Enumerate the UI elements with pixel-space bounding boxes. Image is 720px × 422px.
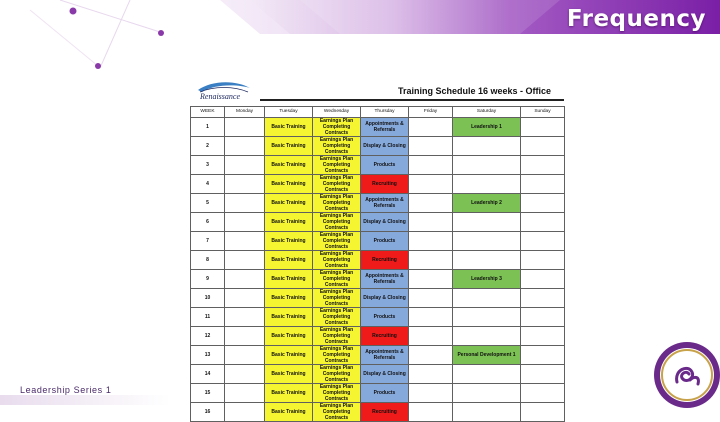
week-number-cell: 8	[191, 251, 225, 270]
week-number-cell: 10	[191, 289, 225, 308]
sunday-cell	[521, 384, 565, 403]
wednesday-line-2: Completing Contracts	[322, 162, 351, 174]
week-number-cell: 12	[191, 327, 225, 346]
friday-cell	[409, 346, 453, 365]
wednesday-cell	[313, 194, 361, 213]
thursday-cell: Appointments & Referrals	[361, 346, 409, 365]
sunday-cell	[521, 251, 565, 270]
wednesday-line-2: Completing Contracts	[322, 276, 351, 288]
logo-text: Renaissance	[200, 92, 240, 101]
monday-cell	[225, 251, 265, 270]
tuesday-cell: Basic Training	[265, 270, 313, 289]
saturday-cell	[453, 251, 521, 270]
monday-cell	[225, 327, 265, 346]
saturday-cell	[453, 365, 521, 384]
friday-cell	[409, 232, 453, 251]
week-number-cell: 7	[191, 232, 225, 251]
saturday-cell	[453, 137, 521, 156]
monday-cell	[225, 232, 265, 251]
monday-cell	[225, 308, 265, 327]
wednesday-cell	[313, 384, 361, 403]
saturday-cell	[453, 175, 521, 194]
saturday-cell	[453, 232, 521, 251]
friday-cell	[409, 289, 453, 308]
friday-cell	[409, 270, 453, 289]
wednesday-line-1: Earnings Plan	[319, 365, 354, 371]
monday-cell	[225, 384, 265, 403]
schedule-table	[190, 106, 565, 422]
friday-cell	[409, 308, 453, 327]
tuesday-cell: Basic Training	[265, 346, 313, 365]
wednesday-line-2: Completing Contracts	[322, 181, 351, 193]
table-row	[191, 403, 565, 422]
saturday-cell	[453, 308, 521, 327]
monday-cell	[225, 118, 265, 137]
friday-cell	[409, 403, 453, 422]
wednesday-line-1: Earnings Plan	[319, 118, 354, 124]
thursday-cell: Products	[361, 156, 409, 175]
schedule-document	[190, 78, 566, 421]
week-number-cell: 11	[191, 308, 225, 327]
monday-cell	[225, 289, 265, 308]
sunday-cell	[521, 289, 565, 308]
sunday-cell	[521, 403, 565, 422]
tuesday-cell: Basic Training	[265, 118, 313, 137]
wednesday-line-2: Completing Contracts	[322, 143, 351, 155]
schedule-body	[191, 118, 565, 422]
table-row	[191, 137, 565, 156]
table-row	[191, 194, 565, 213]
friday-cell	[409, 156, 453, 175]
thursday-cell: Products	[361, 232, 409, 251]
sunday-cell	[521, 365, 565, 384]
monday-cell	[225, 156, 265, 175]
monday-cell	[225, 137, 265, 156]
friday-cell	[409, 213, 453, 232]
header-monday: Monday	[225, 107, 265, 118]
tuesday-cell: Basic Training	[265, 232, 313, 251]
wednesday-line-1: Earnings Plan	[319, 213, 354, 219]
sunday-cell	[521, 270, 565, 289]
thursday-cell: Display & Closing	[361, 289, 409, 308]
header-tuesday: Tuesday	[265, 107, 313, 118]
header-thursday: Thursday	[361, 107, 409, 118]
sunday-cell	[521, 118, 565, 137]
tuesday-cell: Basic Training	[265, 289, 313, 308]
wednesday-cell	[313, 156, 361, 175]
table-row	[191, 232, 565, 251]
monday-cell	[225, 194, 265, 213]
tuesday-cell: Basic Training	[265, 194, 313, 213]
table-row	[191, 270, 565, 289]
wednesday-line-1: Earnings Plan	[319, 232, 354, 238]
thursday-cell: Display & Closing	[361, 213, 409, 232]
saturday-cell: Personal Development 1	[453, 346, 521, 365]
decorative-lines	[0, 0, 260, 80]
wednesday-line-2: Completing Contracts	[322, 257, 351, 269]
sunday-cell	[521, 232, 565, 251]
table-row	[191, 213, 565, 232]
friday-cell	[409, 118, 453, 137]
thursday-cell: Appointments & Referrals	[361, 194, 409, 213]
tuesday-cell: Basic Training	[265, 251, 313, 270]
friday-cell	[409, 365, 453, 384]
table-row	[191, 175, 565, 194]
friday-cell	[409, 251, 453, 270]
wednesday-line-2: Completing Contracts	[322, 371, 351, 383]
wednesday-line-2: Completing Contracts	[322, 238, 351, 250]
wednesday-cell	[313, 346, 361, 365]
friday-cell	[409, 194, 453, 213]
footer-accent	[0, 395, 170, 405]
tuesday-cell: Basic Training	[265, 137, 313, 156]
thursday-cell: Products	[361, 308, 409, 327]
thursday-cell: Recruiting	[361, 403, 409, 422]
wednesday-line-1: Earnings Plan	[319, 156, 354, 162]
wednesday-cell	[313, 308, 361, 327]
thursday-cell: Products	[361, 384, 409, 403]
sunday-cell	[521, 156, 565, 175]
wednesday-line-1: Earnings Plan	[319, 384, 354, 390]
saturday-cell	[453, 213, 521, 232]
sunday-cell	[521, 308, 565, 327]
table-row	[191, 327, 565, 346]
saturday-cell: Leadership 2	[453, 194, 521, 213]
saturday-cell	[453, 384, 521, 403]
header-sunday: Sunday	[521, 107, 565, 118]
wednesday-cell	[313, 403, 361, 422]
wednesday-cell	[313, 137, 361, 156]
tuesday-cell: Basic Training	[265, 308, 313, 327]
table-header-row	[191, 107, 565, 118]
wednesday-line-1: Earnings Plan	[319, 137, 354, 143]
saturday-cell: Leadership 1	[453, 118, 521, 137]
saturday-cell	[453, 156, 521, 175]
sunday-cell	[521, 137, 565, 156]
table-row	[191, 308, 565, 327]
wednesday-line-2: Completing Contracts	[322, 295, 351, 307]
thursday-cell: Recruiting	[361, 327, 409, 346]
wednesday-line-1: Earnings Plan	[319, 270, 354, 276]
wednesday-line-2: Completing Contracts	[322, 409, 351, 421]
wednesday-cell	[313, 289, 361, 308]
monday-cell	[225, 270, 265, 289]
wednesday-line-1: Earnings Plan	[319, 346, 354, 352]
wednesday-line-1: Earnings Plan	[319, 251, 354, 257]
table-row	[191, 346, 565, 365]
sunday-cell	[521, 213, 565, 232]
saturday-cell	[453, 289, 521, 308]
tuesday-cell: Basic Training	[265, 213, 313, 232]
wednesday-line-1: Earnings Plan	[319, 194, 354, 200]
header-wednesday: Wednesday	[313, 107, 361, 118]
sunday-cell	[521, 346, 565, 365]
table-row	[191, 118, 565, 137]
friday-cell	[409, 384, 453, 403]
wednesday-line-1: Earnings Plan	[319, 403, 354, 409]
wednesday-cell	[313, 251, 361, 270]
thursday-cell: Display & Closing	[361, 137, 409, 156]
header-saturday: Saturday	[453, 107, 521, 118]
title-rule	[260, 99, 564, 101]
header-friday: Friday	[409, 107, 453, 118]
table-row	[191, 156, 565, 175]
wednesday-line-2: Completing Contracts	[322, 352, 351, 364]
saturday-cell	[453, 403, 521, 422]
tuesday-cell: Basic Training	[265, 365, 313, 384]
week-number-cell: 14	[191, 365, 225, 384]
sunday-cell	[521, 175, 565, 194]
sunday-cell	[521, 194, 565, 213]
wednesday-cell	[313, 175, 361, 194]
wednesday-cell	[313, 270, 361, 289]
wednesday-cell	[313, 232, 361, 251]
week-number-cell: 2	[191, 137, 225, 156]
week-number-cell: 4	[191, 175, 225, 194]
week-number-cell: 6	[191, 213, 225, 232]
header-week: WEEK	[191, 107, 225, 118]
wednesday-cell	[313, 365, 361, 384]
week-number-cell: 9	[191, 270, 225, 289]
wednesday-line-1: Earnings Plan	[319, 175, 354, 181]
schedule-title: Training Schedule 16 weeks - Office	[398, 86, 552, 96]
wednesday-line-2: Completing Contracts	[322, 390, 351, 402]
sunday-cell	[521, 327, 565, 346]
week-number-cell: 16	[191, 403, 225, 422]
tuesday-cell: Basic Training	[265, 384, 313, 403]
friday-cell	[409, 327, 453, 346]
tuesday-cell: Basic Training	[265, 175, 313, 194]
monday-cell	[225, 346, 265, 365]
seal-logo-icon	[652, 340, 720, 410]
wednesday-line-2: Completing Contracts	[322, 124, 351, 136]
week-number-cell: 3	[191, 156, 225, 175]
monday-cell	[225, 365, 265, 384]
week-number-cell: 5	[191, 194, 225, 213]
thursday-cell: Recruiting	[361, 175, 409, 194]
table-row	[191, 384, 565, 403]
table-row	[191, 251, 565, 270]
wednesday-cell	[313, 213, 361, 232]
saturday-cell: Leadership 3	[453, 270, 521, 289]
thursday-cell: Recruiting	[361, 251, 409, 270]
wednesday-cell	[313, 118, 361, 137]
tuesday-cell: Basic Training	[265, 403, 313, 422]
monday-cell	[225, 213, 265, 232]
tuesday-cell: Basic Training	[265, 327, 313, 346]
wednesday-line-2: Completing Contracts	[322, 200, 351, 212]
wednesday-line-1: Earnings Plan	[319, 289, 354, 295]
company-logo	[194, 80, 254, 106]
wednesday-line-1: Earnings Plan	[319, 308, 354, 314]
wednesday-line-2: Completing Contracts	[322, 314, 351, 326]
wednesday-line-2: Completing Contracts	[322, 333, 351, 345]
wednesday-line-2: Completing Contracts	[322, 219, 351, 231]
wednesday-line-1: Earnings Plan	[319, 327, 354, 333]
week-number-cell: 13	[191, 346, 225, 365]
tuesday-cell: Basic Training	[265, 156, 313, 175]
thursday-cell: Appointments & Referrals	[361, 118, 409, 137]
table-row	[191, 289, 565, 308]
friday-cell	[409, 137, 453, 156]
table-row	[191, 365, 565, 384]
week-number-cell: 1	[191, 118, 225, 137]
wednesday-cell	[313, 327, 361, 346]
thursday-cell: Appointments & Referrals	[361, 270, 409, 289]
slide-title: Frequency	[566, 6, 706, 32]
monday-cell	[225, 403, 265, 422]
week-number-cell: 15	[191, 384, 225, 403]
monday-cell	[225, 175, 265, 194]
footer-series-label: Leadership Series 1	[20, 385, 112, 395]
friday-cell	[409, 175, 453, 194]
thursday-cell: Display & Closing	[361, 365, 409, 384]
saturday-cell	[453, 327, 521, 346]
